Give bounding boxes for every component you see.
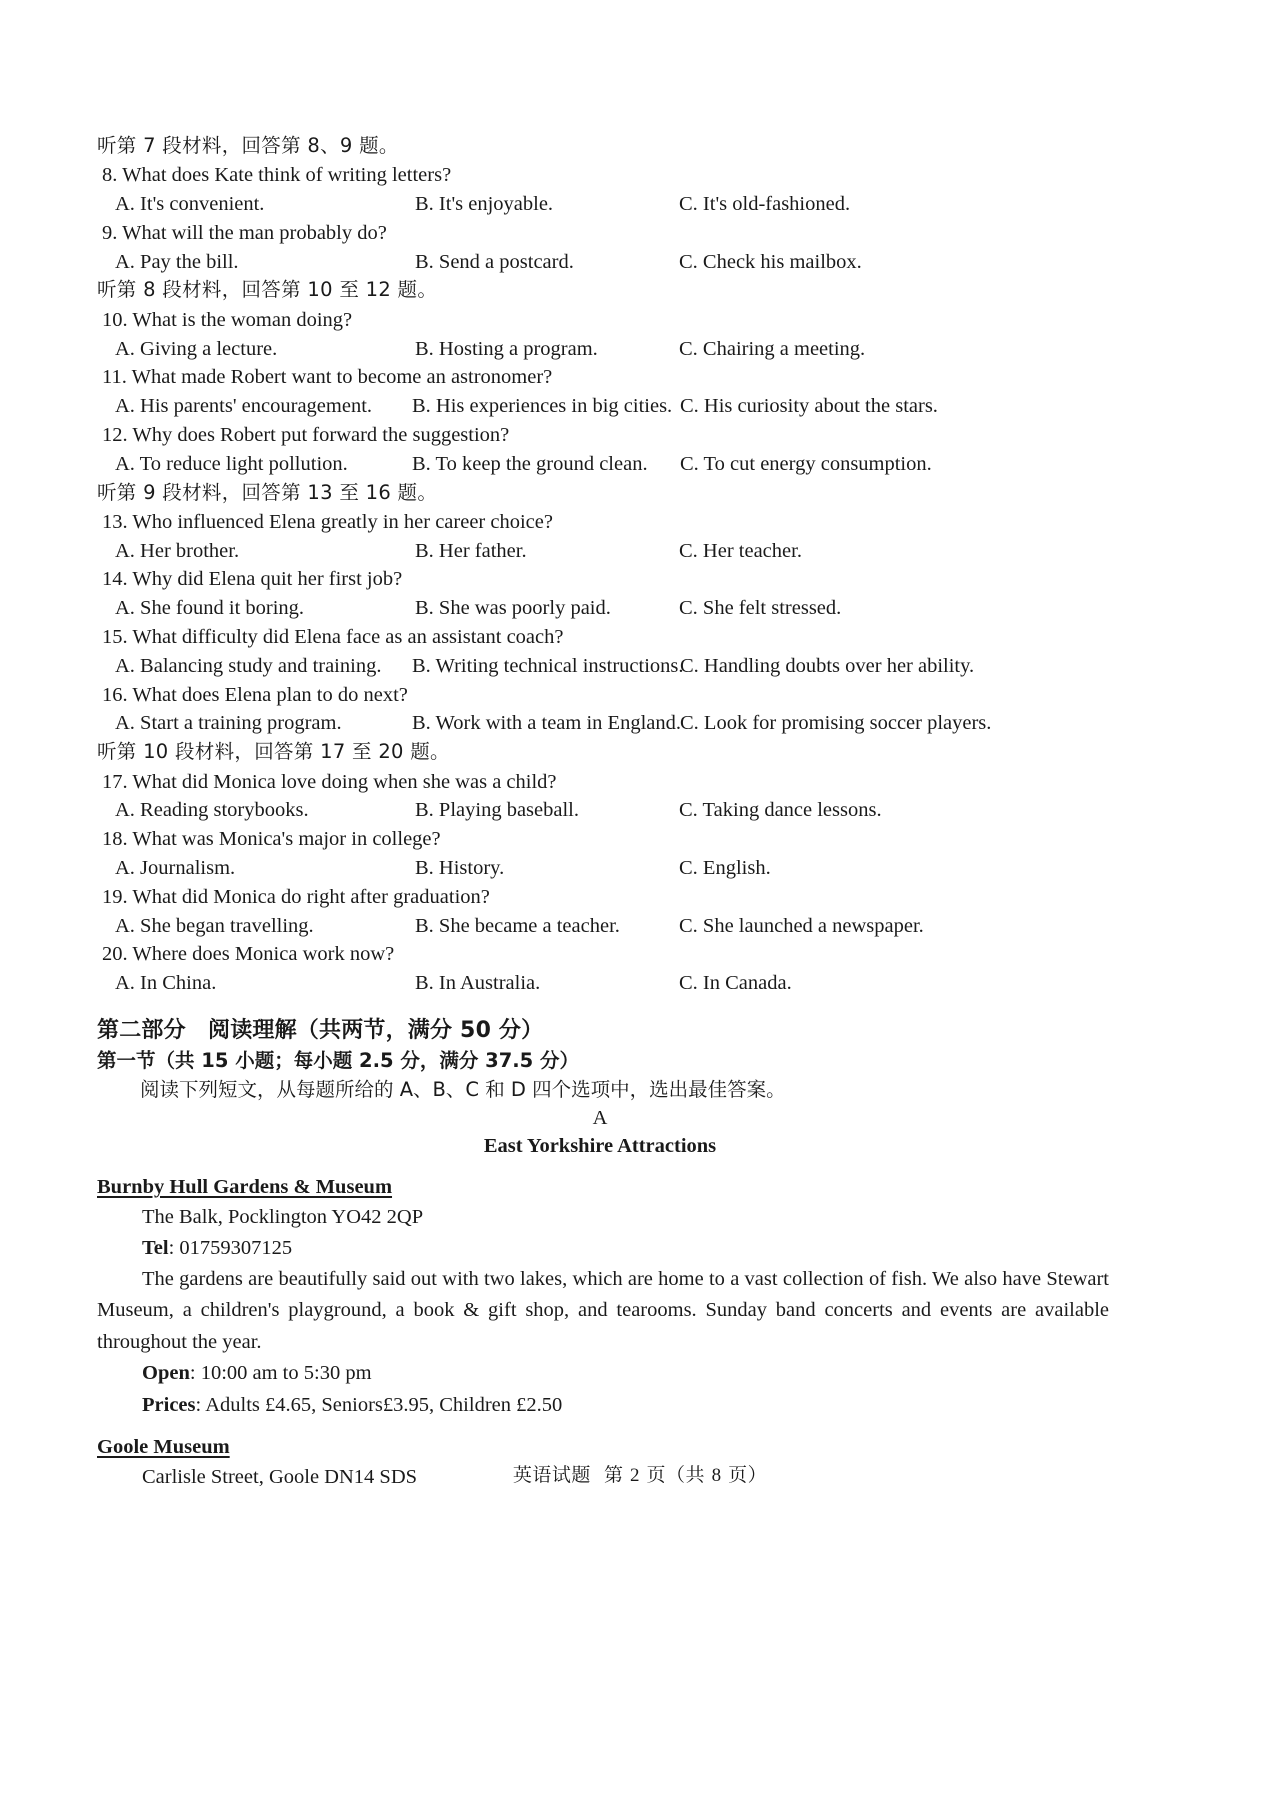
reading-instruction: 阅读下列短文，从每题所给的 A、B、C 和 D 四个选项中，选出最佳答案。 <box>140 1077 786 1101</box>
question-8: 8. What does Kate think of writing letters? <box>102 164 452 187</box>
options-row-12 <box>97 450 1109 479</box>
passage-letter: A <box>592 1106 608 1129</box>
option-19-b[interactable]: B. She became a teacher. <box>415 914 620 937</box>
attraction-name: Goole Museum <box>97 1436 230 1459</box>
footer-total-suffix: 页） <box>728 1464 768 1486</box>
attraction-name: Burnby Hull Gardens & Museum <box>97 1175 393 1198</box>
footer-total-pages: 8 <box>711 1465 722 1486</box>
option-13-a[interactable]: A. Her brother. <box>115 539 240 562</box>
option-20-b[interactable]: B. In Australia. <box>415 972 541 995</box>
tel-value: 01759307125 <box>179 1236 293 1259</box>
open-label: Open <box>142 1362 190 1385</box>
option-15-a[interactable]: A. Balancing study and training. <box>115 654 382 677</box>
prices-label: Prices <box>142 1393 196 1416</box>
option-18-c[interactable]: C. English. <box>679 856 771 879</box>
option-10-a[interactable]: A. Giving a lecture. <box>115 337 278 360</box>
listening-directive-10: 听第 10 段材料，回答第 17 至 20 题。 <box>97 740 450 764</box>
listening-directive-8: 听第 8 段材料，回答第 10 至 12 题。 <box>97 278 438 302</box>
option-17-c[interactable]: C. Taking dance lessons. <box>679 799 882 822</box>
option-8-a[interactable]: A. It's convenient. <box>115 193 265 216</box>
option-8-c[interactable]: C. It's old-fashioned. <box>679 193 851 216</box>
option-16-a[interactable]: A. Start a training program. <box>115 712 342 735</box>
option-14-a[interactable]: A. She found it boring. <box>115 597 305 620</box>
option-14-c[interactable]: C. She felt stressed. <box>679 597 842 620</box>
option-20-c[interactable]: C. In Canada. <box>679 972 792 995</box>
attraction-open: Open: 10:00 am to 5:30 pm <box>142 1362 372 1385</box>
section-one-title: 第一节（共 15 小题；每小题 2.5 分，满分 37.5 分） <box>97 1048 580 1072</box>
question-10: 10. What is the woman doing? <box>102 308 353 331</box>
option-11-c[interactable]: C. His curiosity about the stars. <box>680 395 938 418</box>
question-18: 18. What was Monica's major in college? <box>102 828 441 851</box>
question-11: 11. What made Robert want to become an astronomer? <box>102 366 553 389</box>
listening-directive-7: 听第 7 段材料，回答第 8、9 题。 <box>97 134 399 157</box>
listening-directive-9: 听第 9 段材料，回答第 13 至 16 题。 <box>97 480 438 504</box>
option-18-a[interactable]: A. Journalism. <box>115 856 236 879</box>
option-9-b[interactable]: B. Send a postcard. <box>415 250 574 273</box>
page-content <box>97 132 1109 1493</box>
option-9-c[interactable]: C. Check his mailbox. <box>679 250 862 273</box>
question-13: 13. Who influenced Elena greatly in her career choice? <box>102 510 553 533</box>
open-value: 10:00 am to 5:30 pm <box>200 1362 372 1385</box>
question-19: 19. What did Monica do right after graduation? <box>102 885 490 908</box>
option-19-a[interactable]: A. She began travelling. <box>115 914 314 937</box>
option-13-c[interactable]: C. Her teacher. <box>679 539 802 562</box>
question-14: 14. Why did Elena quit her first job? <box>102 568 403 591</box>
options-row-16 <box>97 709 1109 738</box>
option-18-b[interactable]: B. History. <box>415 856 505 879</box>
question-16: 16. What does Elena plan to do next? <box>102 683 408 706</box>
options-row-18 <box>97 854 1109 883</box>
prices-value: Adults £4.65, Seniors£3.95, Children £2.50 <box>205 1393 563 1416</box>
question-9: 9. What will the man probably do? <box>102 221 387 244</box>
options-row-15 <box>97 652 1109 681</box>
options-row-10 <box>97 335 1109 364</box>
footer-page-label: 第 <box>603 1464 624 1486</box>
attraction-tel: Tel: 01759307125 <box>142 1236 293 1259</box>
option-15-b[interactable]: B. Writing technical instructions. <box>412 654 684 677</box>
option-9-a[interactable]: A. Pay the bill. <box>115 250 239 273</box>
question-15: 15. What difficulty did Elena face as an assistant coach? <box>102 626 564 649</box>
option-11-a[interactable]: A. His parents' encouragement. <box>115 395 373 418</box>
options-row-11 <box>97 392 1109 421</box>
option-12-b[interactable]: B. To keep the ground clean. <box>412 452 648 475</box>
option-13-b[interactable]: B. Her father. <box>415 539 527 562</box>
option-14-b[interactable]: B. She was poorly paid. <box>415 597 611 620</box>
options-row-9 <box>97 248 1109 277</box>
option-12-c[interactable]: C. To cut energy consumption. <box>680 452 932 475</box>
option-16-c[interactable]: C. Look for promising soccer players. <box>680 712 992 735</box>
question-20: 20. Where does Monica work now? <box>102 943 395 966</box>
option-12-a[interactable]: A. To reduce light pollution. <box>115 452 348 475</box>
attraction-description: The gardens are beautifully said out with two lakes, which are home to a vast collection of fish. We also have Stewart Museum, a children's playground, a book & gift shop, and tearooms. Sunday band concerts and events are available throughout the year. <box>97 1267 1109 1353</box>
attraction-address: The Balk, Pocklington YO42 2QP <box>142 1205 424 1228</box>
options-row-20 <box>97 969 1109 998</box>
question-12: 12. Why does Robert put forward the suggestion? <box>102 423 510 446</box>
option-8-b[interactable]: B. It's enjoyable. <box>415 193 554 216</box>
part-two-title: 第二部分 阅读理解（共两节，满分 50 分） <box>97 1017 544 1043</box>
attraction-entry <box>97 1426 1109 1462</box>
attraction-prices: Prices: Adults £4.65, Seniors£3.95, Children £2.50 <box>142 1393 563 1416</box>
passage-title: East Yorkshire Attractions <box>483 1134 717 1157</box>
question-17: 17. What did Monica love doing when she was a child? <box>102 770 557 793</box>
footer-page-suffix: 页（共 <box>646 1464 706 1486</box>
footer-subject: 英语试题 <box>512 1464 591 1486</box>
option-17-b[interactable]: B. Playing baseball. <box>415 799 579 822</box>
option-16-b[interactable]: B. Work with a team in England. <box>412 712 681 735</box>
section-spacer <box>97 998 1109 1015</box>
options-row-13 <box>97 537 1109 566</box>
attraction-address: Carlisle Street, Goole DN14 SDS <box>142 1466 418 1489</box>
options-row-17 <box>97 796 1109 825</box>
option-19-c[interactable]: C. She launched a newspaper. <box>679 914 924 937</box>
page-footer <box>0 1460 1280 1487</box>
footer-page-number: 2 <box>630 1465 640 1486</box>
option-15-c[interactable]: C. Handling doubts over her ability. <box>680 654 975 677</box>
tel-label: Tel <box>142 1236 169 1259</box>
option-17-a[interactable]: A. Reading storybooks. <box>115 799 309 822</box>
option-11-b[interactable]: B. His experiences in big cities. <box>412 395 673 418</box>
option-20-a[interactable]: A. In China. <box>115 972 217 995</box>
option-10-c[interactable]: C. Chairing a meeting. <box>679 337 866 360</box>
options-row-19 <box>97 912 1109 941</box>
options-row-14 <box>97 594 1109 623</box>
attraction-entry <box>97 1166 1109 1202</box>
option-10-b[interactable]: B. Hosting a program. <box>415 337 598 360</box>
options-row-8 <box>97 190 1109 219</box>
